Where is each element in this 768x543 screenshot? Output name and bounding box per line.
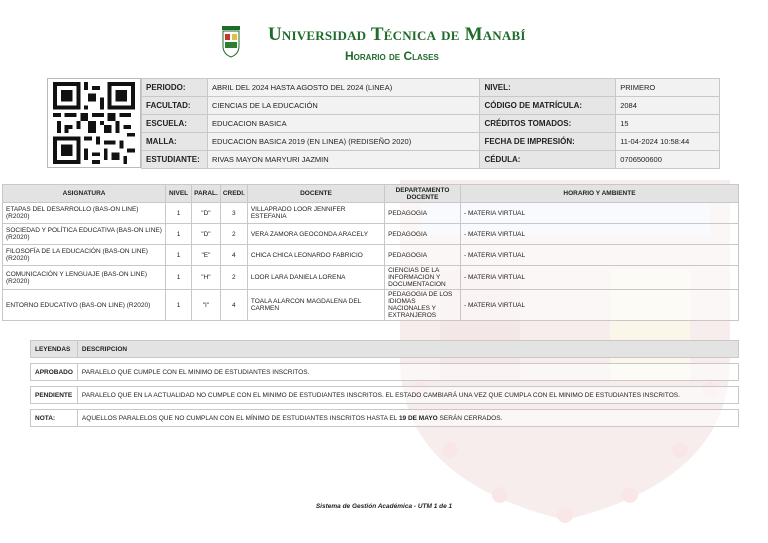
table-row <box>3 245 739 266</box>
creditos-cell: 2 <box>220 224 247 245</box>
estudiante-label: ESTUDIANTE: <box>142 151 208 169</box>
docente-cell: LOOR LARA DANIELA LORENA <box>247 266 384 290</box>
periodo-label: PERIODO: <box>142 79 208 97</box>
horario-cell: - MATERIA VIRTUAL <box>460 266 738 290</box>
nivel-value: PRIMERO <box>616 79 720 97</box>
nivel-cell: 1 <box>166 290 192 321</box>
fecha-value: 11-04-2024 10:58:44 <box>616 133 720 151</box>
legend-header-row <box>31 341 739 358</box>
qr-code-icon <box>51 82 137 164</box>
asignatura-cell: ENTORNO EDUCATIVO (BAS-ON LINE) (R2020) <box>3 290 166 321</box>
table-row <box>3 290 739 321</box>
creditos-cell: 4 <box>220 245 247 266</box>
estudiante-value: RIVAS MAYON MARYURI JAZMIN <box>207 151 479 169</box>
schedule-table <box>2 184 739 321</box>
col-creditos: CREDI. <box>220 185 247 203</box>
fecha-label: FECHA DE IMPRESIÓN: <box>480 133 616 151</box>
document-header <box>0 22 768 67</box>
legend-table <box>30 340 739 427</box>
table-row <box>3 224 739 245</box>
nota-desc <box>77 410 738 427</box>
nivel-cell: 1 <box>166 266 192 290</box>
docente-cell: VILLAPRADO LOOR JENNIFER ESTEFANIA <box>247 203 384 224</box>
legend-key: APROBADO <box>31 364 78 381</box>
university-name: Universidad Técnica de Manabí <box>268 24 526 45</box>
legend-key: PENDIENTE <box>31 387 78 404</box>
malla-label: MALLA: <box>142 133 208 151</box>
nota-date: 19 DE MAYO <box>398 414 438 422</box>
asignatura-cell: FILOSOFÍA DE LA EDUCACIÓN (BAS-ON LINE) (R2020) <box>3 245 166 266</box>
legend-row <box>31 387 739 404</box>
departamento-cell: PEDAGOGIA <box>385 224 461 245</box>
info-table <box>141 78 720 169</box>
nivel-cell: 1 <box>166 245 192 266</box>
horario-cell: - MATERIA VIRTUAL <box>460 224 738 245</box>
legend-desc: PARALELO QUE EN LA ACTUALIDAD NO CUMPLE CON EL MINIMO DE ESTUDIANTES INSCRITOS. EL ESTADO CAMBIARÁ UNA VEZ QUE CUMPLA CON EL MINIMO DE ESTUDIANTES INSCRITOS. <box>77 387 738 404</box>
col-asignatura: ASIGNATURA <box>3 185 166 203</box>
paralelo-cell: "D" <box>192 203 221 224</box>
departamento-cell: CIENCIAS DE LA INFORMACION Y DOCUMENTACION <box>385 266 461 290</box>
table-row <box>3 203 739 224</box>
nivel-cell: 1 <box>166 203 192 224</box>
nota-text-pre: AQUELLOS PARALELOS QUE NO CUMPLAN CON EL MÍNIMO DE ESTUDIANTES INSCRITOS HASTA EL <box>81 414 399 422</box>
cedula-label: CÉDULA: <box>480 151 616 169</box>
col-paralelo: PARAL. <box>192 185 221 203</box>
legend-col-descripcion: DESCRIPCION <box>77 341 738 358</box>
creditos-value: 15 <box>616 115 720 133</box>
horario-cell: - MATERIA VIRTUAL <box>460 203 738 224</box>
creditos-cell: 4 <box>220 290 247 321</box>
periodo-value: ABRIL DEL 2024 HASTA AGOSTO DEL 2024 (LINEA) <box>207 79 479 97</box>
facultad-value: CIENCIAS DE LA EDUCACIÓN <box>207 97 479 115</box>
footer-text: Sistema de Gestión Académica - UTM 1 de 1 <box>315 503 453 510</box>
departamento-cell: PEDAGOGIA DE LOS IDIOMAS NACIONALES Y EXTRANJEROS <box>385 290 461 321</box>
creditos-cell: 2 <box>220 266 247 290</box>
escuela-value: EDUCACION BASICA <box>207 115 479 133</box>
docente-cell: CHICA CHICA LEONARDO FABRICIO <box>247 245 384 266</box>
asignatura-cell: SOCIEDAD Y POLÍTICA EDUCATIVA (BAS-ON LINE) (R2020) <box>3 224 166 245</box>
departamento-cell: PEDAGOGIA <box>385 203 461 224</box>
paralelo-cell: "H" <box>192 266 221 290</box>
creditos-label: CRÉDITOS TOMADOS: <box>480 115 616 133</box>
nota-text-post: SERÁN CERRADOS. <box>437 414 503 422</box>
horario-cell: - MATERIA VIRTUAL <box>460 290 738 321</box>
legend-row <box>31 364 739 381</box>
docente-cell: TOALA ALARCON MAGDALENA DEL CARMEN <box>247 290 384 321</box>
asignatura-cell: COMUNICACIÓN Y LENGUAJE (BAS-ON LINE) (R2020) <box>3 266 166 290</box>
paralelo-cell: "I" <box>192 290 221 321</box>
legend-row <box>31 410 739 427</box>
nivel-label: NIVEL: <box>480 79 616 97</box>
matricula-value: 2084 <box>616 97 720 115</box>
col-nivel: NIVEL <box>166 185 192 203</box>
horario-cell: - MATERIA VIRTUAL <box>460 245 738 266</box>
malla-value: EDUCACION BASICA 2019 (EN LINEA) (REDISEÑO 2020) <box>207 133 479 151</box>
escuela-label: ESCUELA: <box>142 115 208 133</box>
nota-key: NOTA: <box>31 410 78 427</box>
facultad-label: FACULTAD: <box>142 97 208 115</box>
schedule-header-row <box>3 185 739 203</box>
departamento-cell: PEDAGOGIA <box>385 245 461 266</box>
col-docente: DOCENTE <box>247 185 384 203</box>
document-title: Horario de Clases <box>345 49 439 63</box>
matricula-label: CÓDIGO DE MATRÍCULA: <box>480 97 616 115</box>
docente-cell: VERA ZAMORA GEOCONDA ARACELY <box>247 224 384 245</box>
creditos-cell: 3 <box>220 203 247 224</box>
paralelo-cell: "D" <box>192 224 221 245</box>
table-row <box>3 266 739 290</box>
col-horario: HORARIO Y AMBIENTE <box>460 185 738 203</box>
qr-code <box>47 78 141 168</box>
paralelo-cell: "E" <box>192 245 221 266</box>
asignatura-cell: ETAPAS DEL DESARROLLO (BAS-ON LINE) (R2020) <box>3 203 166 224</box>
col-departamento: DEPARTAMENTO DOCENTE <box>385 185 461 203</box>
legend-desc: PARALELO QUE CUMPLE CON EL MINIMO DE ESTUDIANTES INSCRITOS. <box>77 364 738 381</box>
cedula-value: 0706500600 <box>616 151 720 169</box>
legend-col-leyendas: LEYENDAS <box>31 341 78 358</box>
university-crest-icon <box>221 26 241 58</box>
nivel-cell: 1 <box>166 224 192 245</box>
